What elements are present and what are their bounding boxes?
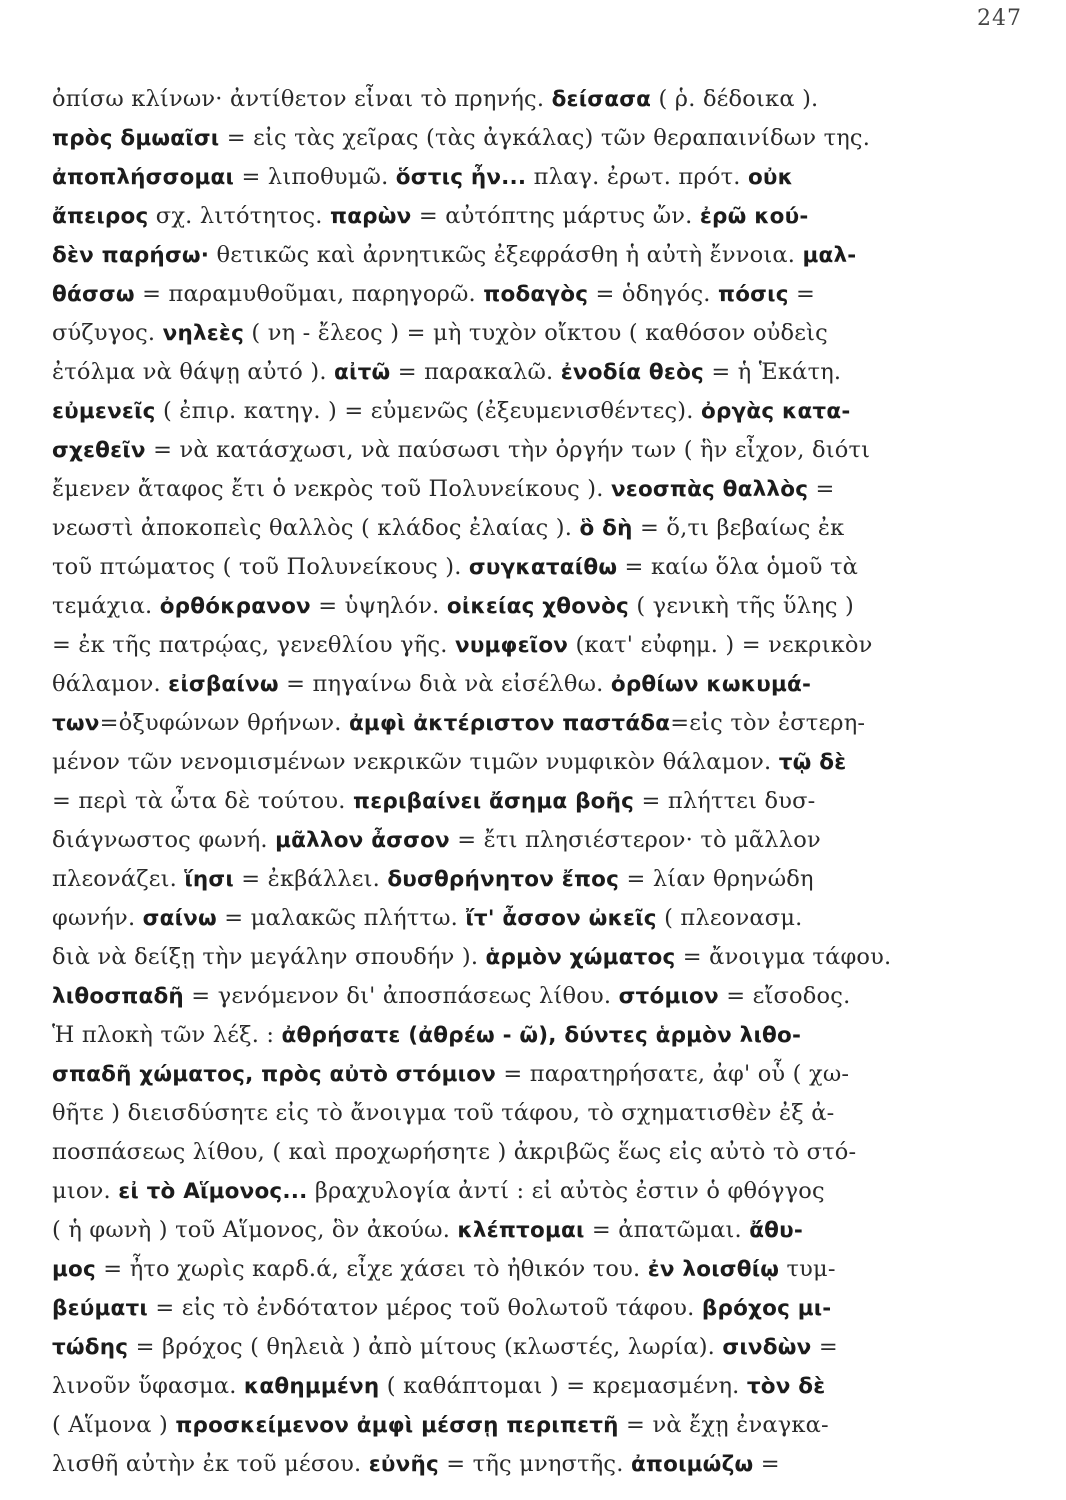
text-line: [52, 548, 934, 587]
text-line: [52, 1094, 934, 1133]
gloss-text: = πλήττει δυσ-: [634, 788, 816, 814]
glossed-term: οἰκείας χθονὸς: [446, 594, 629, 619]
gloss-text: μένον τῶν νενομισμένων νεκρικῶν τιμῶν νυμφικὸν θάλαμον.: [52, 749, 779, 775]
text-line: [52, 1211, 934, 1250]
gloss-text: = νὰ κατάσχωσι, νὰ παύσωσι τὴν ὀργήν των ( ἣν εἶχον, διότι: [145, 437, 871, 463]
glossed-term: ἵησι: [184, 867, 234, 892]
text-line: [52, 1250, 934, 1289]
gloss-text: = ἄνοιγμα τάφου.: [675, 944, 892, 970]
glossed-term: ἀποιμώζω: [630, 1452, 754, 1477]
text-line: [52, 1367, 934, 1406]
glossed-term: περιβαίνει ἄσημα βοῆς: [353, 789, 635, 814]
glossed-term: εὐνῆς: [368, 1452, 439, 1477]
text-line: [52, 236, 934, 275]
glossed-term: μος: [52, 1257, 96, 1282]
gloss-text: = περὶ τὰ ὦτα δὲ τούτου.: [52, 788, 354, 814]
gloss-text: = ἦτο χωρὶς καρδ.ά, εἶχε χάσει τὸ ἠθικόν του.: [95, 1256, 648, 1282]
text-line: [52, 587, 934, 626]
gloss-text: =: [788, 281, 816, 307]
gloss-text: ( γενικὴ τῆς ὕλης ): [628, 593, 854, 619]
text-line: [52, 392, 934, 431]
text-line: [52, 314, 934, 353]
glossed-term: βρόχος μι-: [701, 1296, 832, 1321]
glossed-term: μαλ-: [802, 243, 857, 268]
glossed-term: σχεθεῖν: [52, 438, 146, 463]
glossed-term: καθημμένη: [243, 1374, 380, 1399]
text-line: [52, 1055, 934, 1094]
text-line: [52, 821, 934, 860]
glossed-term: θάσσω: [52, 282, 135, 307]
gloss-text: = εἴσοδος.: [718, 983, 851, 1009]
glossed-term: ἐν λοισθίῳ: [647, 1257, 780, 1282]
glossed-term: ἀποπλήσσομαι: [52, 165, 235, 190]
gloss-text: = τῆς μνηστῆς.: [438, 1451, 631, 1477]
glossed-term: νεοσπὰς θαλλὸς: [610, 477, 809, 502]
gloss-text: σχ. λιτότητος.: [148, 203, 330, 229]
glossed-term: οὐκ: [747, 165, 794, 190]
gloss-text: = εἰς τὸ ἐνδότατον μέρος τοῦ θολωτοῦ τάφου.: [147, 1295, 702, 1321]
text-line: [52, 626, 934, 665]
glossed-term: λιθοσπαδῆ: [52, 984, 184, 1009]
gloss-text: θετικῶς καὶ ἀρνητικῶς ἐξεφράσθη ἡ αὐτὴ ἔννοια.: [209, 242, 803, 268]
gloss-text: = γενόμενον δι' ἀποσπάσεως λίθου.: [183, 983, 619, 1009]
gloss-text: = νὰ ἔχῃ ἐναγκα-: [618, 1412, 829, 1438]
text-line: [52, 119, 934, 158]
gloss-text: πλεονάζει.: [52, 866, 185, 892]
glossed-term: ἀθρήσατε (ἀθρέω - ῶ), δύντες ἁρμὸν λιθο-: [281, 1023, 802, 1048]
glossed-term: τῷ δὲ: [778, 750, 847, 775]
gloss-text: τεμάχια.: [52, 593, 160, 619]
text-line: [52, 743, 934, 782]
gloss-text: θῆτε ) διεισδύσητε εἰς τὸ ἄνοιγμα τοῦ τάφου, τὸ σχηματισθὲν ἐξ ἀ-: [52, 1100, 835, 1126]
glossed-term: τώδης: [52, 1335, 129, 1360]
gloss-text: διὰ νὰ δείξῃ τὴν μεγάλην σπουδήν ).: [52, 944, 486, 970]
gloss-text: θάλαμον.: [52, 671, 169, 697]
glossed-term: συγκαταίθω: [468, 555, 618, 580]
glossed-term: νυμφεῖον: [454, 633, 569, 658]
gloss-text: ( πλεονασμ.: [656, 905, 803, 931]
text-line: [52, 470, 934, 509]
text-line: [52, 1133, 934, 1172]
glossed-term: παρὼν: [330, 204, 412, 229]
glossed-term: αἰτῶ: [334, 360, 391, 385]
text-line: [52, 899, 934, 938]
text-line: [52, 1172, 934, 1211]
gloss-text: φωνήν.: [52, 905, 143, 931]
gloss-text: πλαγ. ἐρωτ. πρότ.: [526, 164, 748, 190]
glossed-term: σπαδῆ χώματος, πρὸς αὐτὸ στόμιον: [52, 1062, 497, 1087]
gloss-text: βραχυλογία ἀντί : εἰ αὐτὸς ἐστιν ὁ φθόγγος: [307, 1178, 825, 1204]
gloss-text: = ὁδηγός.: [588, 281, 718, 307]
glossed-term: ἄπειρος: [52, 204, 149, 229]
text-line: [52, 1445, 934, 1484]
glossed-term: πρὸς δμωαῖσι: [52, 126, 220, 151]
gloss-text: =εἰς τὸν ἐστερη-: [670, 710, 866, 736]
text-line: [52, 80, 934, 119]
glossed-term: κλέπτομαι: [457, 1218, 585, 1243]
gloss-text: ( καθάπτομαι ) = κρεμασμένη.: [379, 1373, 747, 1399]
gloss-text: ( ἐπιρ. κατηγ. ) = εὐμενῶς (ἐξευμενισθέντες).: [155, 398, 701, 424]
gloss-text: = παρατηρήσατε, ἀφ' οὗ ( χω-: [496, 1061, 850, 1087]
gloss-text: ποσπάσεως λίθου, ( καὶ προχωρήσητε ) ἀκριβῶς ἕως εἰς αὐτὸ τὸ στό-: [52, 1139, 857, 1165]
glossed-term: ποδαγὸς: [483, 282, 589, 307]
text-line: [52, 977, 934, 1016]
gloss-text: = λίαν θρηνώδη: [619, 866, 814, 892]
glossed-term: ἴτ' ἆσσον ὠκεῖς: [465, 906, 657, 931]
gloss-text: σύζυγος.: [52, 320, 163, 346]
glossed-term: νηλεὲς: [162, 321, 245, 346]
glossed-term: ὅστις ἦν...: [395, 165, 527, 190]
text-line: [52, 275, 934, 314]
gloss-text: ( ἡ φωνὴ ) τοῦ Αἵμονος, ὃν ἀκούω.: [52, 1217, 458, 1243]
gloss-text: = μαλακῶς πλήττω.: [216, 905, 466, 931]
gloss-text: ἔμενεν ἄταφος ἔτι ὁ νεκρὸς τοῦ Πολυνείκους ).: [52, 476, 611, 502]
glossed-term: εἰ τὸ Αἵμονος...: [118, 1179, 308, 1204]
gloss-text: = παρακαλῶ.: [390, 359, 561, 385]
glossed-term: τὸν δὲ: [746, 1374, 826, 1399]
gloss-text: νεωστὶ ἀποκοπεὶς θαλλὸς ( κλάδος ἐλαίας ).: [52, 515, 580, 541]
glossed-term: ὀρθίων κωκυμά-: [610, 672, 812, 697]
glossed-term: σινδὼν: [722, 1335, 812, 1360]
text-line: [52, 1289, 934, 1328]
glossed-term: πόσις: [718, 282, 789, 307]
glossed-term: ὃ δὴ: [579, 516, 633, 541]
gloss-text: ( ῥ. δέδοικα ).: [651, 86, 819, 112]
gloss-text: = ἔτι πλησιέστερον· τὸ μᾶλλον: [449, 827, 821, 853]
text-line: [52, 431, 934, 470]
gloss-text: ἐτόλμα νὰ θάψῃ αὐτό ).: [52, 359, 335, 385]
gloss-text: = ὑψηλόν.: [310, 593, 447, 619]
glossed-term: δυσθρήνητον ἔπος: [387, 867, 620, 892]
text-line: [52, 353, 934, 392]
glossed-term: προσκείμενον ἀμφὶ μέσσῃ περιπετῆ: [175, 1413, 619, 1438]
glossed-term: των: [52, 711, 100, 736]
text-line: [52, 158, 934, 197]
page-number: 247: [977, 6, 1022, 31]
text-line: [52, 704, 934, 743]
glossed-term: ἐρῶ κού-: [699, 204, 809, 229]
glossed-term: σαίνω: [142, 906, 217, 931]
glossed-term: ὀργὰς κατα-: [700, 399, 851, 424]
gloss-text: = αὐτόπτης μάρτυς ὤν.: [411, 203, 700, 229]
glossed-term: μᾶλλον ἆσσον: [275, 828, 450, 853]
gloss-text: =: [808, 476, 835, 502]
gloss-text: = ἡ Ἑκάτη.: [704, 359, 842, 385]
gloss-text: = πηγαίνω διὰ νὰ εἰσέλθω.: [278, 671, 611, 697]
glossed-term: ἁρμὸν χώματος: [485, 945, 676, 970]
glossary-text-block: [52, 80, 934, 1484]
gloss-text: = παραμυθοῦμαι, παρηγορῶ.: [134, 281, 484, 307]
glossed-term: στόμιον: [618, 984, 719, 1009]
gloss-text: = ἀπατῶμαι.: [584, 1217, 750, 1243]
glossed-term: ἀμφὶ ἀκτέριστον παστάδα: [348, 711, 671, 736]
gloss-text: = εἰς τὰς χεῖρας (τὰς ἀγκάλας) τῶν θεραπαινίδων της.: [219, 125, 871, 151]
gloss-text: =: [811, 1334, 838, 1360]
text-line: [52, 1406, 934, 1445]
glossed-term: ἐνοδία θεὸς: [560, 360, 704, 385]
gloss-text: λισθῆ αὐτὴν ἐκ τοῦ μέσου.: [52, 1451, 369, 1477]
text-line: [52, 860, 934, 899]
glossed-term: δὲν παρήσω·: [52, 243, 210, 268]
gloss-text: = ἐκ τῆς πατρῴας, γενεθλίου γῆς.: [52, 632, 455, 658]
glossed-term: εὐμενεῖς: [52, 399, 156, 424]
text-line: [52, 509, 934, 548]
gloss-text: διάγνωστος φωνή.: [52, 827, 276, 853]
glossed-term: βεύματι: [52, 1296, 148, 1321]
glossed-term: ἄθυ-: [749, 1218, 803, 1243]
text-line: [52, 1016, 934, 1055]
gloss-text: τυμ-: [779, 1256, 836, 1282]
text-line: [52, 197, 934, 236]
gloss-text: =: [753, 1451, 780, 1477]
gloss-text: μιον.: [52, 1178, 119, 1204]
glossed-term: δείσασα: [551, 87, 652, 112]
text-line: [52, 665, 934, 704]
gloss-text: = ὅ,τι βεβαίως ἐκ: [632, 515, 845, 541]
gloss-text: τοῦ πτώματος ( τοῦ Πολυνείκους ).: [52, 554, 469, 580]
text-line: [52, 782, 934, 821]
gloss-text: Ἡ πλοκὴ τῶν λέξ. :: [52, 1022, 282, 1048]
gloss-text: λινοῦν ὕφασμα.: [52, 1373, 244, 1399]
text-line: [52, 938, 934, 977]
gloss-text: =ὀξυφώνων θρήνων.: [99, 710, 349, 736]
gloss-text: ( νη - ἔλεος ) = μὴ τυχὸν οἴκτου ( καθόσον οὐδεὶς: [244, 320, 828, 346]
glossed-term: ὀρθόκρανον: [159, 594, 311, 619]
gloss-text: = καίω ὅλα ὁμοῦ τὰ: [617, 554, 859, 580]
gloss-text: (κατ' εὐφημ. ) = νεκρικὸν: [568, 632, 873, 658]
text-line: [52, 1328, 934, 1367]
gloss-text: = βρόχος ( θηλειὰ ) ἀπὸ μίτους (κλωστές, λωρία).: [128, 1334, 723, 1360]
gloss-text: ὀπίσω κλίνων· ἀντίθετον εἶναι τὸ πρηνής.: [52, 86, 552, 112]
glossed-term: εἰσβαίνω: [168, 672, 279, 697]
gloss-text: = λιποθυμῶ.: [234, 164, 396, 190]
gloss-text: ( Αἵμονα ): [52, 1412, 176, 1438]
gloss-text: = ἐκβάλλει.: [233, 866, 388, 892]
